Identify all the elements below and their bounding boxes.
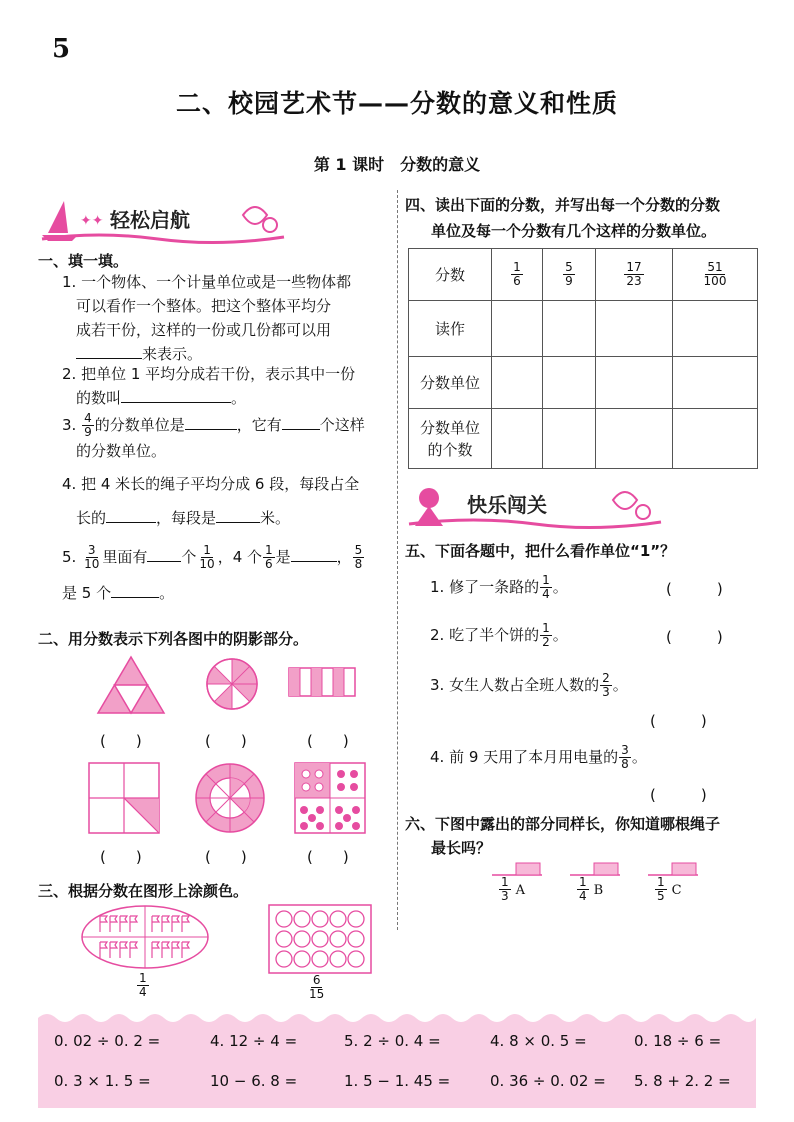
calc-item: 10 − 6. 8 = — [210, 1072, 298, 1090]
answer-paren-4[interactable]: ( ) — [100, 848, 142, 866]
s5-item-4: 4. 前 9 天用了本月用电量的 $\frac{3}{8}$ 。 — [430, 743, 647, 771]
q5-num: 5. — [62, 548, 77, 566]
q4-line1: 4. 把 4 米长的绳子平均分成 6 段，每段占全 — [62, 475, 360, 493]
rope-b: $\frac{1}{4}$ B — [570, 862, 620, 882]
rope-a: $\frac{1}{3}$ A — [492, 862, 542, 882]
table-frac-3: $\frac{17}{23}$ — [626, 260, 642, 288]
table-cell[interactable] — [543, 409, 596, 469]
q3-text-b: ，它有 — [236, 416, 282, 434]
q5-frac1: $\frac{3}{10}$ — [84, 543, 100, 571]
table-row-read: 读作 — [409, 301, 492, 357]
q5-frac4: $\frac{5}{8}$ — [354, 543, 363, 571]
calc-item: 5. 8 + 2. 2 = — [634, 1072, 731, 1090]
column-divider — [397, 190, 398, 930]
table-cell[interactable] — [596, 357, 673, 409]
calc-item: 0. 3 × 1. 5 = — [54, 1072, 151, 1090]
dots-figure — [294, 762, 366, 834]
answer-paren-6[interactable]: ( ) — [307, 848, 349, 866]
table-cell[interactable] — [492, 301, 543, 357]
q4-blank1[interactable] — [106, 506, 156, 523]
q3-blank1[interactable] — [185, 413, 237, 430]
calc-item: 0. 36 ÷ 0. 02 = — [490, 1072, 606, 1090]
table-cell[interactable] — [673, 301, 758, 357]
calc-item: 0. 02 ÷ 0. 2 = — [54, 1032, 161, 1050]
q3-blank2[interactable] — [282, 413, 320, 430]
answer-paren-5[interactable]: ( ) — [205, 848, 247, 866]
circle-eighths-figure — [205, 657, 259, 711]
q5-text-f: 是 5 个 — [62, 584, 112, 602]
triangle-figure — [96, 655, 166, 715]
q1-line3: 成若干份，这样的一份或几份都可以用 — [76, 321, 332, 339]
q5-blank3[interactable] — [111, 581, 159, 598]
section5-heading: 五、下面各题中，把什么看作单位“1”？ — [405, 542, 676, 560]
calc-item: 0. 18 ÷ 6 = — [634, 1032, 722, 1050]
q3-fraction: $\frac{4}{9}$ — [84, 411, 92, 439]
table-cell[interactable] — [673, 357, 758, 409]
table-cell[interactable] — [673, 409, 758, 469]
ring-figure — [194, 762, 266, 834]
svg-text:✦✦: ✦✦ — [80, 213, 104, 229]
table-cell[interactable] — [596, 301, 673, 357]
s5-answer-2[interactable]: ( ) — [666, 628, 723, 646]
q4 — [62, 472, 392, 530]
banner-left-text: 轻松启航 — [110, 208, 190, 232]
q4-text-b: ，每段是 — [156, 509, 217, 527]
q2-line1: 2. 把单位 1 平均分成若干份，表示其中一份 — [62, 365, 356, 383]
q5-text-g: 。 — [159, 584, 175, 602]
q3-text-a: 的分数单位是 — [94, 416, 185, 434]
table-cell[interactable] — [492, 409, 543, 469]
q5-text-b: 个 — [181, 548, 197, 566]
s5-answer-4[interactable]: ( ) — [650, 786, 707, 804]
s5-item-3: 3. 女生人数占全班人数的 $\frac{2}{3}$ 。 — [430, 671, 628, 699]
s5-item-2: 2. 吃了半个饼的 $\frac{1}{2}$ 。 — [430, 621, 568, 649]
calc-item: 4. 12 ÷ 4 = — [210, 1032, 298, 1050]
table-cell[interactable] — [596, 409, 673, 469]
oval-flags-figure[interactable] — [80, 904, 210, 970]
bar-figure — [288, 667, 356, 697]
table-frac-1: $\frac{1}{6}$ — [513, 260, 521, 288]
q3-text-c: 个这样 — [319, 416, 365, 434]
table-frac-2: $\frac{5}{9}$ — [565, 260, 573, 288]
q5-text-d: 是 — [275, 548, 291, 566]
q1-line1: 1. 一个物体、一个计量单位或是一些物体都 — [62, 273, 352, 291]
q5-text-e: ， — [336, 548, 352, 566]
q2-text: 的数叫 — [76, 389, 122, 407]
q1 — [62, 270, 392, 366]
q5-frac3: $\frac{1}{6}$ — [265, 543, 273, 571]
q2-blank[interactable] — [121, 386, 231, 403]
band-background — [38, 1010, 756, 1108]
rope-c: $\frac{1}{5}$ C — [648, 862, 698, 882]
table-row-count: 分数单位 的个数 — [409, 409, 492, 469]
q3-text-d: 的分数单位。 — [76, 442, 167, 460]
banner-right-text: 快乐闯关 — [467, 493, 547, 517]
section3-heading: 三、根据分数在图形上涂颜色。 — [38, 882, 249, 900]
q5-frac2: $\frac{1}{10}$ — [199, 543, 215, 571]
section2-heading: 二、用分数表示下列各图中的阴影部分。 — [38, 630, 309, 648]
circles-grid-figure[interactable] — [268, 904, 372, 974]
square-figure — [88, 762, 160, 834]
q1-line2: 可以看作一个整体。把这个整体平均分 — [76, 297, 332, 315]
section4-heading: 四、读出下面的分数，并写出每一个分数的分数 单位及每一个分数有几个这样的分数单位。 — [405, 196, 721, 240]
table-cell[interactable] — [543, 301, 596, 357]
section6-heading: 六、下图中露出的部分同样长，你知道哪根绳子 最长吗？ — [405, 815, 721, 857]
answer-paren-2[interactable]: ( ) — [205, 732, 247, 750]
s5-item-1: 1. 修了一条路的 $\frac{1}{4}$ 。 — [430, 573, 568, 601]
calc-item: 4. 8 × 0. 5 = — [490, 1032, 587, 1050]
table-header-fraction: 分数 — [409, 249, 492, 301]
table-frac-4: $\frac{51}{100}$ — [703, 260, 727, 288]
q1-line4: 来表示。 — [142, 345, 203, 363]
fraction-table — [408, 248, 758, 469]
q2 — [62, 362, 392, 410]
q5-blank1[interactable] — [147, 545, 181, 562]
page-title: 二、校园艺术节——分数的意义和性质 — [175, 89, 618, 118]
mental-math-band — [38, 1010, 756, 1108]
q5-text-c: ，4 个 — [217, 548, 262, 566]
s5-answer-1[interactable]: ( ) — [666, 580, 723, 598]
q4-text-a: 长的 — [76, 509, 107, 527]
q2-end: 。 — [231, 389, 247, 407]
q5-text-a: 里面有 — [102, 548, 148, 566]
section1-heading: 一、填一填。 — [38, 252, 129, 270]
oval-fraction: $\frac{1}{4}$ — [139, 971, 147, 999]
s5-answer-3[interactable]: ( ) — [650, 712, 707, 730]
table-row-unit: 分数单位 — [409, 357, 492, 409]
answer-paren-3[interactable]: ( ) — [307, 732, 349, 750]
page-number: 5 — [52, 34, 71, 64]
q3-num: 3. — [62, 416, 77, 434]
q4-blank2[interactable] — [216, 506, 260, 523]
answer-paren-1[interactable]: ( ) — [100, 732, 142, 750]
calc-item: 5. 2 ÷ 0. 4 = — [344, 1032, 441, 1050]
grid-fraction: $\frac{6}{15}$ — [309, 973, 325, 1001]
table-cell[interactable] — [492, 357, 543, 409]
q5 — [62, 544, 394, 605]
calc-item: 1. 5 − 1. 45 = — [344, 1072, 451, 1090]
q4-text-c: 米。 — [260, 509, 291, 527]
banner-easy-start — [38, 195, 288, 247]
table-cell[interactable] — [543, 357, 596, 409]
q1-blank[interactable] — [76, 342, 142, 359]
lesson-subtitle: 第 1 课时 分数的意义 — [313, 155, 481, 174]
q5-blank2[interactable] — [291, 545, 337, 562]
q3 — [62, 412, 392, 463]
banner-happy-challenge — [405, 480, 665, 532]
